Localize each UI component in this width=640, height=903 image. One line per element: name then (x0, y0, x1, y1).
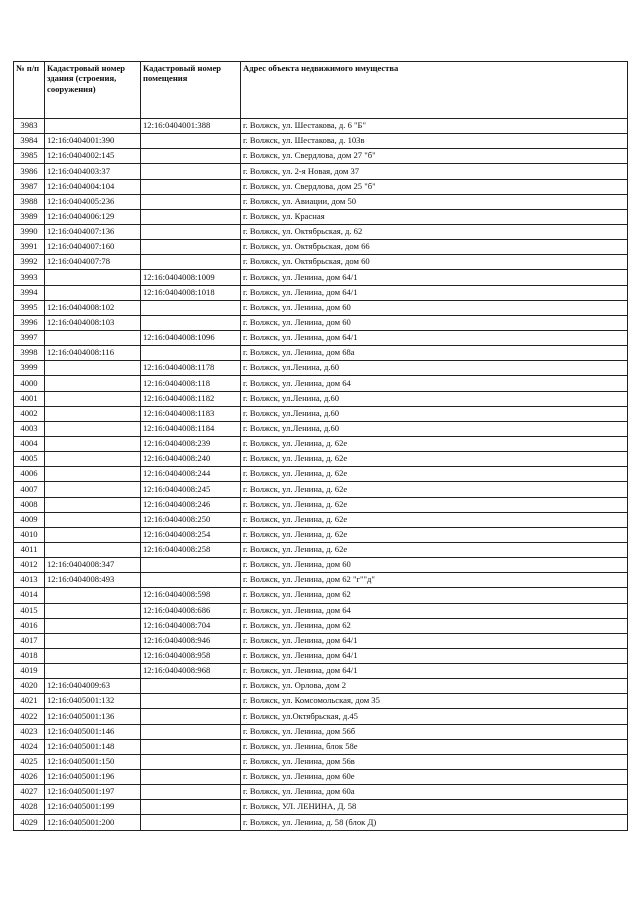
table-row (14, 255, 628, 270)
table-row (14, 270, 628, 285)
table-row (14, 164, 628, 179)
building-cadastral-cell (45, 421, 141, 436)
address-cell: г. Волжск, ул. Ленина, дом 60 (241, 315, 628, 330)
address-cell: г. Волжск, ул. Ленина, дом 62 (241, 618, 628, 633)
building-cadastral-cell (45, 406, 141, 421)
building-cadastral-cell (45, 633, 141, 648)
row-number-cell: 3994 (14, 285, 45, 300)
premise-cadastral-cell (141, 739, 241, 754)
row-number-cell: 4002 (14, 406, 45, 421)
address-cell: г. Волжск, ул. Орлова, дом 2 (241, 679, 628, 694)
premise-cadastral-cell: 12:16:0404008:240 (141, 452, 241, 467)
building-cadastral-cell: 12:16:0404007:136 (45, 224, 141, 239)
table-row (14, 648, 628, 663)
address-cell: г. Волжск, ул. Ленина, д. 62е (241, 467, 628, 482)
premise-cadastral-cell (141, 224, 241, 239)
premise-cadastral-cell: 12:16:0404008:958 (141, 648, 241, 663)
table-row (14, 542, 628, 557)
table-row (14, 739, 628, 754)
table-row (14, 633, 628, 648)
premise-cadastral-cell: 12:16:0404008:1183 (141, 406, 241, 421)
row-number-cell: 3996 (14, 315, 45, 330)
table-row (14, 285, 628, 300)
address-cell: г. Волжск, ул. Ленина, дом 64/1 (241, 285, 628, 300)
building-cadastral-cell (45, 467, 141, 482)
address-cell: г. Волжск, ул. Ленина, дом 64/1 (241, 664, 628, 679)
building-cadastral-cell: 12:16:0405001:200 (45, 815, 141, 830)
premise-cadastral-cell: 12:16:0404008:118 (141, 376, 241, 391)
premise-cadastral-cell (141, 815, 241, 830)
address-cell: г. Волжск, ул. Ленина, дом 68а (241, 346, 628, 361)
premise-cadastral-cell (141, 255, 241, 270)
row-number-cell: 3989 (14, 209, 45, 224)
premise-cadastral-cell (141, 149, 241, 164)
row-number-cell: 3993 (14, 270, 45, 285)
building-cadastral-cell (45, 664, 141, 679)
row-number-cell: 4008 (14, 497, 45, 512)
address-cell: г. Волжск, ул. Ленина, дом 56б (241, 724, 628, 739)
building-cadastral-cell: 12:16:0404005:236 (45, 194, 141, 209)
building-cadastral-cell: 12:16:0404007:78 (45, 255, 141, 270)
row-number-cell: 3998 (14, 346, 45, 361)
table-row (14, 512, 628, 527)
table-body (14, 119, 628, 831)
building-cadastral-cell: 12:16:0404008:493 (45, 573, 141, 588)
premise-cadastral-cell (141, 300, 241, 315)
table-row (14, 573, 628, 588)
building-cadastral-cell: 12:16:0405001:132 (45, 694, 141, 709)
building-cadastral-cell (45, 648, 141, 663)
building-cadastral-cell (45, 452, 141, 467)
premise-cadastral-cell (141, 724, 241, 739)
premise-cadastral-cell (141, 709, 241, 724)
premise-cadastral-cell: 12:16:0404008:968 (141, 664, 241, 679)
address-cell: г. Волжск, ул. Ленина, дом 64 (241, 376, 628, 391)
address-cell: г. Волжск, ул. Ленина, д. 62е (241, 542, 628, 557)
premise-cadastral-cell (141, 134, 241, 149)
row-number-cell: 4019 (14, 664, 45, 679)
building-cadastral-cell: 12:16:0404008:102 (45, 300, 141, 315)
premise-cadastral-cell (141, 754, 241, 769)
table-row (14, 300, 628, 315)
premise-cadastral-cell: 12:16:0404001:388 (141, 119, 241, 134)
table-row (14, 119, 628, 134)
header-num: № п/п (14, 62, 45, 119)
table-row (14, 603, 628, 618)
address-cell: г. Волжск, ул. Ленина, дом 60 (241, 300, 628, 315)
table-row (14, 452, 628, 467)
row-number-cell: 4017 (14, 633, 45, 648)
address-cell: г. Волжск, ул. Красная (241, 209, 628, 224)
address-cell: г. Волжск, ул.Ленина, д.60 (241, 361, 628, 376)
building-cadastral-cell: 12:16:0404007:160 (45, 240, 141, 255)
building-cadastral-cell (45, 436, 141, 451)
row-number-cell: 3991 (14, 240, 45, 255)
row-number-cell: 4015 (14, 603, 45, 618)
building-cadastral-cell (45, 270, 141, 285)
row-number-cell: 3999 (14, 361, 45, 376)
building-cadastral-cell (45, 361, 141, 376)
table-row (14, 800, 628, 815)
address-cell: г. Волжск, ул. Ленина, дом 60е (241, 770, 628, 785)
premise-cadastral-cell: 12:16:0404008:1096 (141, 330, 241, 345)
building-cadastral-cell: 12:16:0405001:146 (45, 724, 141, 739)
row-number-cell: 4014 (14, 588, 45, 603)
row-number-cell: 4013 (14, 573, 45, 588)
table-row (14, 224, 628, 239)
premise-cadastral-cell: 12:16:0404008:1009 (141, 270, 241, 285)
address-cell: г. Волжск, ул. Комсомольская, дом 35 (241, 694, 628, 709)
building-cadastral-cell (45, 285, 141, 300)
row-number-cell: 4018 (14, 648, 45, 663)
row-number-cell: 4009 (14, 512, 45, 527)
table-row (14, 467, 628, 482)
premise-cadastral-cell (141, 315, 241, 330)
premise-cadastral-cell (141, 209, 241, 224)
row-number-cell: 4022 (14, 709, 45, 724)
row-number-cell: 4029 (14, 815, 45, 830)
address-cell: г. Волжск, ул. Октябрьская, дом 66 (241, 240, 628, 255)
row-number-cell: 4016 (14, 618, 45, 633)
row-number-cell: 4028 (14, 800, 45, 815)
building-cadastral-cell (45, 527, 141, 542)
table-row (14, 709, 628, 724)
row-number-cell: 3985 (14, 149, 45, 164)
address-cell: г. Волжск, ул. Ленина, дом 64/1 (241, 633, 628, 648)
row-number-cell: 4003 (14, 421, 45, 436)
premise-cadastral-cell (141, 240, 241, 255)
building-cadastral-cell (45, 330, 141, 345)
premise-cadastral-cell (141, 785, 241, 800)
row-number-cell: 4026 (14, 770, 45, 785)
row-number-cell: 4011 (14, 542, 45, 557)
premise-cadastral-cell: 12:16:0404008:254 (141, 527, 241, 542)
row-number-cell: 4023 (14, 724, 45, 739)
property-registry-table (13, 61, 628, 831)
address-cell: г. Волжск, ул. Ленина, дом 62 "г""д" (241, 573, 628, 588)
building-cadastral-cell (45, 497, 141, 512)
table-row (14, 694, 628, 709)
building-cadastral-cell: 12:16:0405001:148 (45, 739, 141, 754)
table-row (14, 724, 628, 739)
row-number-cell: 4000 (14, 376, 45, 391)
building-cadastral-cell: 12:16:0405001:136 (45, 709, 141, 724)
table-row (14, 391, 628, 406)
premise-cadastral-cell (141, 194, 241, 209)
premise-cadastral-cell: 12:16:0404008:1178 (141, 361, 241, 376)
building-cadastral-cell: 12:16:0405001:196 (45, 770, 141, 785)
premise-cadastral-cell (141, 558, 241, 573)
table-row (14, 330, 628, 345)
table-row (14, 754, 628, 769)
building-cadastral-cell: 12:16:0404003:37 (45, 164, 141, 179)
premise-cadastral-cell (141, 679, 241, 694)
address-cell: г. Волжск, ул. Шестакова, д. 103в (241, 134, 628, 149)
premise-cadastral-cell: 12:16:0404008:258 (141, 542, 241, 557)
premise-cadastral-cell: 12:16:0404008:244 (141, 467, 241, 482)
building-cadastral-cell (45, 482, 141, 497)
address-cell: г. Волжск, ул. Ленина, дом 60 (241, 558, 628, 573)
building-cadastral-cell: 12:16:0404001:390 (45, 134, 141, 149)
building-cadastral-cell: 12:16:0404002:145 (45, 149, 141, 164)
table-row (14, 436, 628, 451)
building-cadastral-cell (45, 603, 141, 618)
row-number-cell: 4025 (14, 754, 45, 769)
table-row (14, 664, 628, 679)
row-number-cell: 3990 (14, 224, 45, 239)
address-cell: г. Волжск, ул. Октябрьская, дом 60 (241, 255, 628, 270)
address-cell: г. Волжск, ул. Ленина, дом 64/1 (241, 270, 628, 285)
premise-cadastral-cell: 12:16:0404008:1018 (141, 285, 241, 300)
address-cell: г. Волжск, ул. Ленина, дом 62 (241, 588, 628, 603)
address-cell: г. Волжск, ул. Октябрьская, д. 62 (241, 224, 628, 239)
building-cadastral-cell (45, 542, 141, 557)
address-cell: г. Волжск, ул. Авиации, дом 50 (241, 194, 628, 209)
address-cell: г. Волжск, ул. Ленина, дом 64 (241, 603, 628, 618)
premise-cadastral-cell (141, 694, 241, 709)
row-number-cell: 4012 (14, 558, 45, 573)
row-number-cell: 3984 (14, 134, 45, 149)
premise-cadastral-cell (141, 573, 241, 588)
premise-cadastral-cell: 12:16:0404008:246 (141, 497, 241, 512)
building-cadastral-cell (45, 512, 141, 527)
row-number-cell: 3983 (14, 119, 45, 134)
table-row (14, 179, 628, 194)
row-number-cell: 4021 (14, 694, 45, 709)
address-cell: г. Волжск, ул.Ленина, д.60 (241, 406, 628, 421)
premise-cadastral-cell (141, 179, 241, 194)
row-number-cell: 4005 (14, 452, 45, 467)
building-cadastral-cell: 12:16:0405001:199 (45, 800, 141, 815)
premise-cadastral-cell: 12:16:0404008:704 (141, 618, 241, 633)
address-cell: г. Волжск, УЛ. ЛЕНИНА, Д. 58 (241, 800, 628, 815)
table-row (14, 497, 628, 512)
premise-cadastral-cell: 12:16:0404008:1182 (141, 391, 241, 406)
row-number-cell: 4001 (14, 391, 45, 406)
table-row (14, 361, 628, 376)
row-number-cell: 4027 (14, 785, 45, 800)
building-cadastral-cell: 12:16:0405001:150 (45, 754, 141, 769)
address-cell: г. Волжск, ул. Ленина, дом 64/1 (241, 648, 628, 663)
address-cell: г. Волжск, ул. Ленина, д. 62е (241, 497, 628, 512)
table-row (14, 376, 628, 391)
building-cadastral-cell: 12:16:0405001:197 (45, 785, 141, 800)
row-number-cell: 4024 (14, 739, 45, 754)
building-cadastral-cell (45, 588, 141, 603)
table-row (14, 482, 628, 497)
address-cell: г. Волжск, ул. 2-я Новая, дом 37 (241, 164, 628, 179)
building-cadastral-cell (45, 618, 141, 633)
premise-cadastral-cell: 12:16:0404008:598 (141, 588, 241, 603)
building-cadastral-cell (45, 376, 141, 391)
building-cadastral-cell: 12:16:0404008:347 (45, 558, 141, 573)
table-row (14, 194, 628, 209)
address-cell: г. Волжск, ул. Ленина, д. 62е (241, 482, 628, 497)
premise-cadastral-cell (141, 164, 241, 179)
address-cell: г. Волжск, ул. Ленина, д. 62е (241, 527, 628, 542)
header-row (14, 62, 628, 119)
table-row (14, 149, 628, 164)
address-cell: г. Волжск, ул. Ленина, д. 62е (241, 452, 628, 467)
row-number-cell: 3995 (14, 300, 45, 315)
table-row (14, 421, 628, 436)
premise-cadastral-cell: 12:16:0404008:245 (141, 482, 241, 497)
address-cell: г. Волжск, ул. Ленина, дом 60а (241, 785, 628, 800)
address-cell: г. Волжск, ул. Ленина, дом 56в (241, 754, 628, 769)
header-building-cadastral: Кадастровый номер здания (строения, сооружения) (45, 62, 141, 119)
table-row (14, 815, 628, 830)
row-number-cell: 3987 (14, 179, 45, 194)
premise-cadastral-cell: 12:16:0404008:239 (141, 436, 241, 451)
premise-cadastral-cell (141, 770, 241, 785)
premise-cadastral-cell: 12:16:0404008:1184 (141, 421, 241, 436)
address-cell: г. Волжск, ул. Ленина, д. 58 (блок Д) (241, 815, 628, 830)
row-number-cell: 3986 (14, 164, 45, 179)
building-cadastral-cell: 12:16:0404006:129 (45, 209, 141, 224)
address-cell: г. Волжск, ул. Шестакова, д. 6 "Б" (241, 119, 628, 134)
table-row (14, 346, 628, 361)
row-number-cell: 4020 (14, 679, 45, 694)
row-number-cell: 4006 (14, 467, 45, 482)
building-cadastral-cell: 12:16:0404008:116 (45, 346, 141, 361)
table-row (14, 770, 628, 785)
address-cell: г. Волжск, ул. Свердлова, дом 25 "б" (241, 179, 628, 194)
building-cadastral-cell: 12:16:0404009:63 (45, 679, 141, 694)
building-cadastral-cell (45, 119, 141, 134)
row-number-cell: 4007 (14, 482, 45, 497)
address-cell: г. Волжск, ул.Ленина, д.60 (241, 391, 628, 406)
table-row (14, 785, 628, 800)
premise-cadastral-cell (141, 346, 241, 361)
table-header (14, 62, 628, 119)
building-cadastral-cell (45, 391, 141, 406)
address-cell: г. Волжск, ул. Ленина, д. 62е (241, 512, 628, 527)
address-cell: г. Волжск, ул. Ленина, д. 62е (241, 436, 628, 451)
header-premise-cadastral: Кадастровый номер помещения (141, 62, 241, 119)
table-row (14, 527, 628, 542)
table-row (14, 679, 628, 694)
premise-cadastral-cell: 12:16:0404008:946 (141, 633, 241, 648)
table-row (14, 406, 628, 421)
row-number-cell: 4010 (14, 527, 45, 542)
address-cell: г. Волжск, ул. Ленина, дом 64/1 (241, 330, 628, 345)
table-row (14, 588, 628, 603)
table-row (14, 618, 628, 633)
address-cell: г. Волжск, ул.Ленина, д.60 (241, 421, 628, 436)
address-cell: г. Волжск, ул. Свердлова, дом 27 "б" (241, 149, 628, 164)
row-number-cell: 3992 (14, 255, 45, 270)
premise-cadastral-cell: 12:16:0404008:250 (141, 512, 241, 527)
premise-cadastral-cell (141, 800, 241, 815)
premise-cadastral-cell: 12:16:0404008:686 (141, 603, 241, 618)
table-row (14, 209, 628, 224)
row-number-cell: 3997 (14, 330, 45, 345)
building-cadastral-cell: 12:16:0404008:103 (45, 315, 141, 330)
row-number-cell: 3988 (14, 194, 45, 209)
table-row (14, 240, 628, 255)
header-address: Адрес объекта недвижимого имущества (241, 62, 628, 119)
address-cell: г. Волжск, ул. Ленина, блок 58е (241, 739, 628, 754)
building-cadastral-cell: 12:16:0404004:104 (45, 179, 141, 194)
address-cell: г. Волжск, ул.Октябрьская, д.45 (241, 709, 628, 724)
table-row (14, 315, 628, 330)
table-row (14, 558, 628, 573)
table-row (14, 134, 628, 149)
row-number-cell: 4004 (14, 436, 45, 451)
